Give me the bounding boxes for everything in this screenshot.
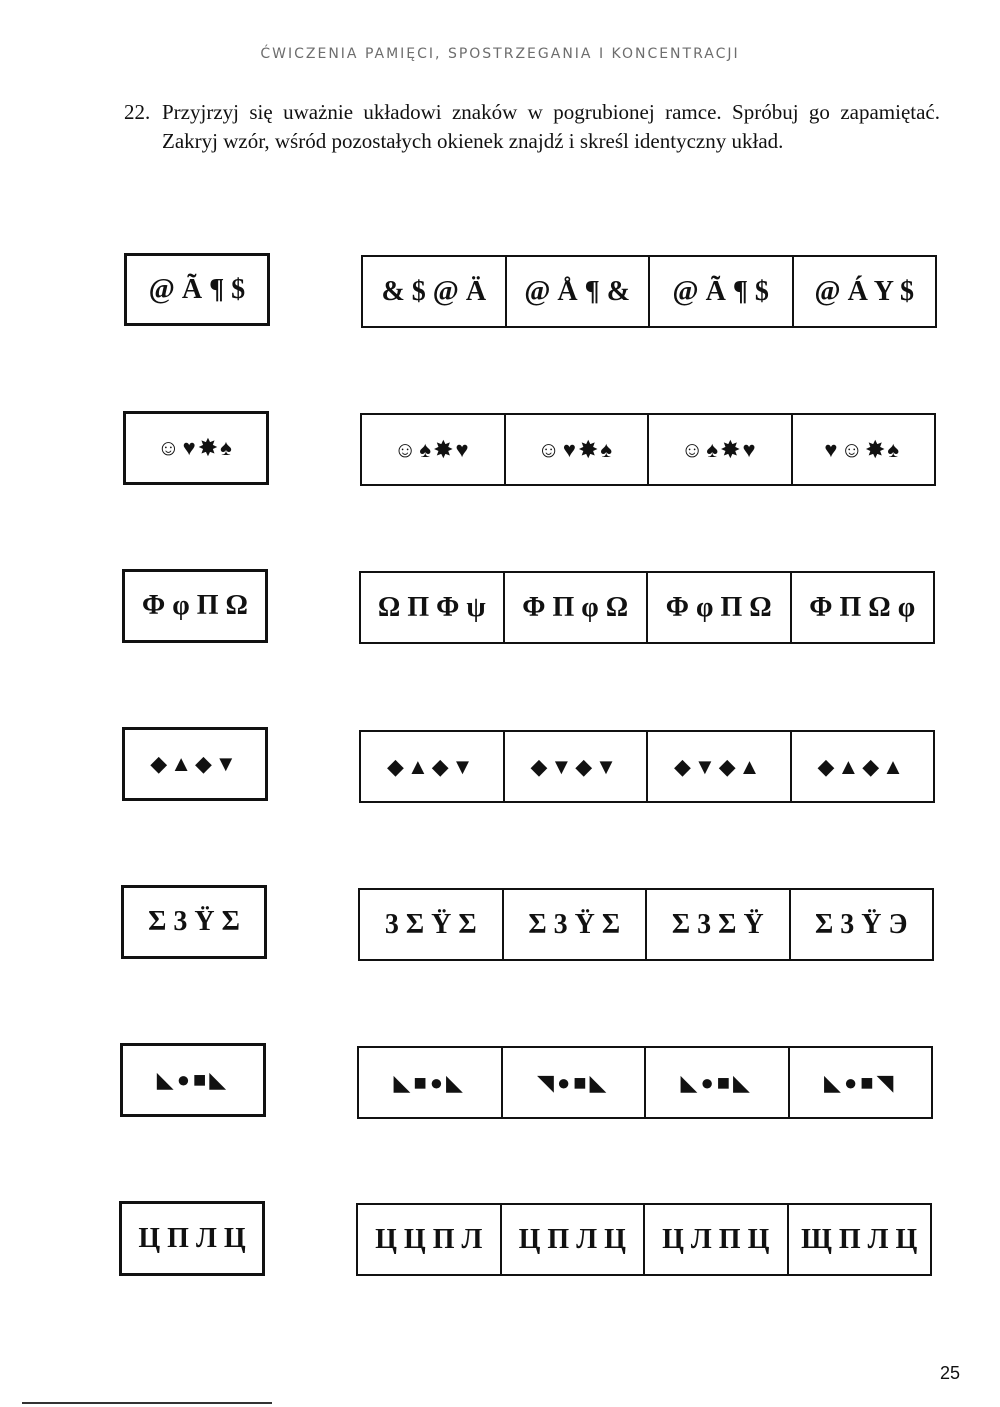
option-cell[interactable]: @ Á Y $	[814, 275, 914, 307]
option-cell[interactable]: Ц П Л Ц	[502, 1205, 646, 1274]
option-cell[interactable]: Ω Π Φ ψ	[361, 573, 505, 642]
option-cell[interactable]: ◆▼◆▲	[648, 732, 792, 801]
option-row-2	[360, 413, 936, 486]
option-cell[interactable]: ◣●■◣	[646, 1048, 790, 1117]
page-number: 25	[939, 1363, 960, 1383]
option-cell[interactable]: ◣■●◣	[359, 1048, 503, 1117]
option-row-3	[359, 571, 935, 644]
option-cell[interactable]: @ Å ¶ &	[507, 257, 651, 326]
option-cell[interactable]: Φ φ Π Ω	[648, 573, 792, 642]
option-cell[interactable]: ◆▼◆▼	[505, 732, 649, 801]
option-row-4	[359, 730, 935, 803]
option-cell[interactable]: @ Ã ¶ $	[650, 257, 794, 326]
bottom-rule	[22, 1402, 272, 1404]
pattern-box-1: @ Ã ¶ $	[124, 253, 270, 326]
option-cell[interactable]: ◣●■◥	[824, 1069, 897, 1095]
pattern-box-6: ◣●■◣	[120, 1043, 266, 1117]
option-cell[interactable]: ☺♠✸♥	[362, 415, 506, 484]
pattern-box-7: Ц П Л Ц	[119, 1201, 265, 1276]
option-cell[interactable]: ♥☺✸♠	[824, 436, 903, 462]
option-cell[interactable]: Ц Ц П Л	[358, 1205, 502, 1274]
option-cell[interactable]: ◆▲◆▲	[817, 753, 907, 779]
option-cell[interactable]: ☺♠✸♥	[649, 415, 793, 484]
option-cell[interactable]: Щ П Л Ц	[801, 1223, 918, 1255]
option-cell[interactable]: Φ Π Ω φ	[809, 591, 916, 623]
running-header: ĆWICZENIA PAMIĘCI, SPOSTRZEGANIA I KONCENTRACJI	[260, 46, 740, 62]
option-cell[interactable]: & $ @ Ä	[363, 257, 507, 326]
option-cell[interactable]: ◆▲◆▼	[361, 732, 505, 801]
pattern-box-2: ☺♥✸♠	[123, 411, 269, 485]
task-number: 22.	[124, 100, 151, 124]
option-cell[interactable]: Σ 3 Σ Ÿ	[647, 890, 791, 959]
task-instruction	[124, 98, 940, 156]
option-cell[interactable]: ◥●■◣	[503, 1048, 647, 1117]
task-text: Przyjrzyj się uważnie układowi znaków w pogrubionej ramce. Spróbuj go zapamiętać. Zakryj wzór, wśród pozostałych okienek znajdź i skreśl identyczny układ.	[162, 100, 940, 153]
option-cell[interactable]: ☺♥✸♠	[506, 415, 650, 484]
option-cell[interactable]: Ц Л П Ц	[645, 1205, 789, 1274]
option-cell[interactable]: Σ 3 Ÿ Э	[814, 908, 908, 940]
pattern-box-3: Φ φ Π Ω	[122, 569, 268, 643]
option-row-7	[356, 1203, 932, 1276]
option-cell[interactable]: 3 Σ Ÿ Σ	[360, 890, 504, 959]
pattern-box-4: ◆▲◆▼	[122, 727, 268, 801]
option-row-1	[361, 255, 937, 328]
pattern-box-5: Σ 3 Ÿ Σ	[121, 885, 267, 959]
option-cell[interactable]: Σ 3 Ÿ Σ	[504, 890, 648, 959]
option-row-5	[358, 888, 934, 961]
option-cell[interactable]: Φ Π φ Ω	[505, 573, 649, 642]
option-row-6	[357, 1046, 933, 1119]
